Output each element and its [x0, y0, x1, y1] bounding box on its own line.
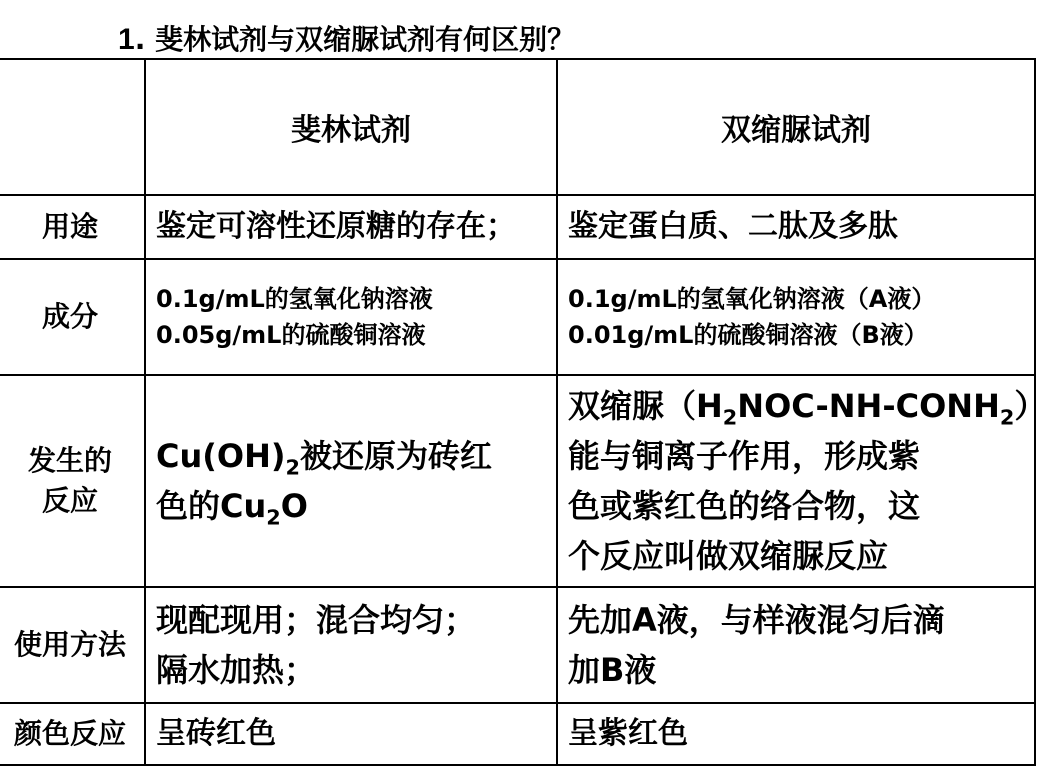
row-label-color: 颜色反应: [0, 703, 145, 765]
table-row-reaction: [0, 375, 1035, 587]
reaction-biuret-line3: 色或紫红色的络合物，这: [568, 487, 921, 525]
method-biuret-line1: 先加A液，与样液混匀后滴: [568, 601, 945, 639]
reaction-biuret-line2: 能与铜离子作用，形成紫: [568, 437, 921, 475]
reaction-biuret-text1b: NOC-NH-CONH: [737, 387, 1000, 425]
header-blank-cell: [0, 59, 145, 195]
reaction-biuret-line4: 个反应叫做双缩脲反应: [568, 537, 889, 575]
reaction-biuret-line1: [568, 381, 1046, 431]
reaction-label-line2: 反应: [41, 484, 98, 517]
table-row-usage: [0, 195, 1035, 259]
reaction-biuret-sub1: 2: [722, 405, 738, 430]
composition-biuret-line1: 0.1g/mL的氢氧化钠溶液（A液）: [568, 285, 936, 313]
color-biuret: 呈紫红色: [557, 703, 1035, 765]
title-text: . 斐林试剂与双缩脲试剂有何区别？: [134, 23, 576, 56]
usage-biuret: 鉴定蛋白质、二肽及多肽: [557, 195, 1035, 259]
composition-fehling-line1: 0.1g/mL的氢氧化钠溶液: [156, 285, 433, 313]
reaction-fehling-text1: Cu(OH): [156, 437, 286, 475]
comparison-table: [0, 58, 1046, 766]
reaction-fehling-text2: 被还原为砖红: [299, 437, 492, 475]
reaction-label-line1: 发生的: [27, 444, 112, 477]
header-biuret: 双缩脲试剂: [557, 59, 1035, 195]
reaction-fehling: [145, 375, 557, 587]
table-header-row: [0, 59, 1035, 195]
method-fehling: [145, 587, 557, 703]
title-number: 1: [118, 23, 135, 56]
row-label-usage: 用途: [0, 195, 145, 259]
page-title: [118, 20, 575, 60]
header-fehling: 斐林试剂: [145, 59, 557, 195]
table-row-method: [0, 587, 1035, 703]
reaction-fehling-sub1: 2: [285, 455, 300, 480]
composition-biuret-line2: 0.01g/mL的硫酸铜溶液（B液）: [568, 321, 928, 349]
reaction-fehling-line1: [156, 431, 556, 481]
composition-fehling: [145, 259, 557, 375]
reaction-biuret-text1c: ）: [1014, 387, 1046, 425]
reaction-biuret: [557, 375, 1046, 587]
method-biuret-line2: 加B液: [568, 651, 657, 689]
table-row-composition: [0, 259, 1035, 375]
reaction-fehling-sub2: 2: [266, 505, 281, 530]
reaction-fehling-text3: 色的Cu: [156, 487, 267, 525]
composition-biuret: [557, 259, 1035, 375]
table-row-color: [0, 703, 1035, 765]
composition-fehling-line2: 0.05g/mL的硫酸铜溶液: [156, 321, 426, 349]
usage-fehling: 鉴定可溶性还原糖的存在；: [145, 195, 557, 259]
reaction-fehling-line2: [156, 481, 556, 531]
reaction-biuret-sub2: 2: [999, 405, 1015, 430]
method-fehling-line2: 隔水加热；: [156, 651, 317, 689]
method-fehling-line1: 现配现用；混合均匀；: [156, 601, 477, 639]
reaction-biuret-text1a: 双缩脲（H: [568, 387, 723, 425]
row-label-method: 使用方法: [0, 587, 145, 703]
reaction-fehling-text4: O: [280, 487, 308, 525]
row-label-reaction: [0, 375, 145, 587]
method-biuret: [557, 587, 1035, 703]
row-label-composition: 成分: [0, 259, 145, 375]
color-fehling: 呈砖红色: [145, 703, 557, 765]
